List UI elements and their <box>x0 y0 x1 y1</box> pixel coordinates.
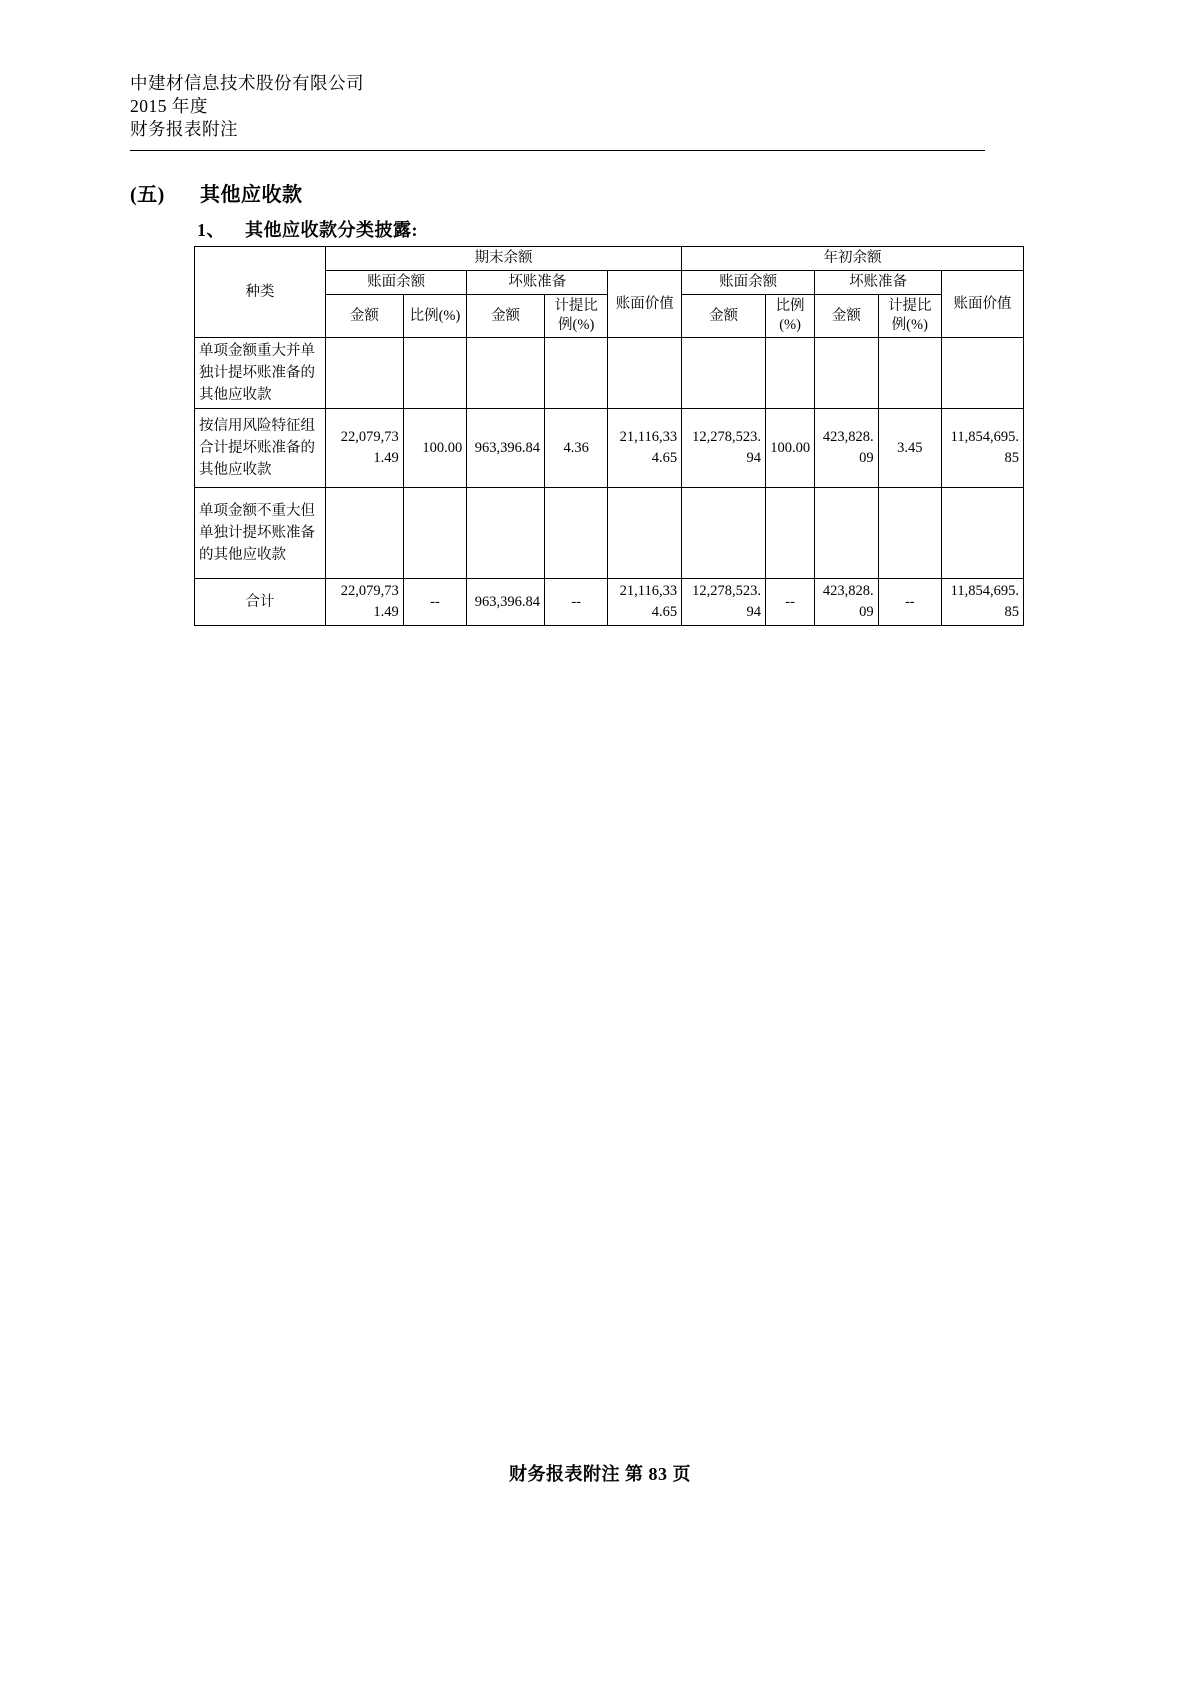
section-marker: (五) <box>130 184 165 206</box>
cell-begin-amount <box>682 488 766 579</box>
cell-end-bad-ratio <box>544 338 607 409</box>
header-period-begin: 年初余额 <box>682 247 1024 271</box>
total-begin-amount: 12,278,523.94 <box>682 579 766 626</box>
cell-begin-value: 11,854,695.85 <box>942 409 1024 488</box>
subsection-heading <box>197 216 418 242</box>
header-year: 2015 年度 <box>130 96 208 116</box>
subsection-title: 其他应收款分类披露: <box>245 220 418 240</box>
row-label: 按信用风险特征组合计提坏账准备的其他应收款 <box>195 409 326 488</box>
cell-end-value <box>608 488 682 579</box>
cell-begin-bad-ratio <box>878 338 941 409</box>
cell-begin-amount: 12,278,523.94 <box>682 409 766 488</box>
cell-end-bad-amount <box>467 488 545 579</box>
header-begin-amount: 金额 <box>682 295 766 338</box>
table-row <box>195 338 1024 409</box>
table-row <box>195 488 1024 579</box>
cell-begin-bad-ratio <box>878 488 941 579</box>
cell-end-bad-ratio <box>544 488 607 579</box>
cell-begin-bad-amount <box>815 338 878 409</box>
header-end-bad-debt: 坏账准备 <box>467 271 608 295</box>
header-begin-bad-debt: 坏账准备 <box>815 271 942 295</box>
subsection-marker: 1、 <box>197 220 225 240</box>
header-end-ratio: 比例(%) <box>403 295 466 338</box>
header-end-bad-amount: 金额 <box>467 295 545 338</box>
cell-end-ratio: 100.00 <box>403 409 466 488</box>
header-end-book-value: 账面价值 <box>608 271 682 338</box>
cell-begin-bad-amount: 423,828.09 <box>815 409 878 488</box>
row-label: 单项金额不重大但单独计提坏账准备的其他应收款 <box>195 488 326 579</box>
header-company: 中建材信息技术股份有限公司 <box>130 73 364 93</box>
header-end-book-balance: 账面余额 <box>325 271 466 295</box>
header-document: 财务报表附注 <box>130 119 238 139</box>
cell-begin-ratio <box>766 338 815 409</box>
header-begin-ratio: 比例(%) <box>766 295 815 338</box>
table-header-row-1 <box>195 247 1024 271</box>
header-begin-book-value: 账面价值 <box>942 271 1024 338</box>
cell-begin-value <box>942 338 1024 409</box>
cell-begin-bad-amount <box>815 488 878 579</box>
cell-end-amount <box>325 488 403 579</box>
section-heading <box>130 178 303 207</box>
total-end-bad-ratio: -- <box>544 579 607 626</box>
total-begin-ratio: -- <box>766 579 815 626</box>
total-end-bad-amount: 963,396.84 <box>467 579 545 626</box>
cell-begin-ratio: 100.00 <box>766 409 815 488</box>
page-header <box>130 72 985 141</box>
cell-begin-bad-ratio: 3.45 <box>878 409 941 488</box>
total-end-amount: 22,079,731.49 <box>325 579 403 626</box>
other-receivables-table-wrap <box>194 246 1024 626</box>
total-begin-bad-ratio: -- <box>878 579 941 626</box>
cell-end-amount <box>325 338 403 409</box>
cell-end-bad-amount: 963,396.84 <box>467 409 545 488</box>
other-receivables-table <box>194 246 1024 626</box>
header-divider <box>130 150 985 151</box>
cell-begin-value <box>942 488 1024 579</box>
section-title: 其他应收款 <box>200 184 303 206</box>
row-label: 单项金额重大并单独计提坏账准备的其他应收款 <box>195 338 326 409</box>
header-end-bad-ratio: 计提比例(%) <box>544 295 607 338</box>
total-begin-bad-amount: 423,828.09 <box>815 579 878 626</box>
header-begin-bad-amount: 金额 <box>815 295 878 338</box>
cell-begin-ratio <box>766 488 815 579</box>
header-end-amount: 金额 <box>325 295 403 338</box>
cell-end-value <box>608 338 682 409</box>
total-begin-value: 11,854,695.85 <box>942 579 1024 626</box>
table-total-row <box>195 579 1024 626</box>
cell-end-value: 21,116,334.65 <box>608 409 682 488</box>
page-footer: 财务报表附注 第 83 页 <box>509 1464 691 1484</box>
total-end-ratio: -- <box>403 579 466 626</box>
cell-begin-amount <box>682 338 766 409</box>
header-period-end: 期末余额 <box>325 247 681 271</box>
header-category: 种类 <box>195 247 326 338</box>
table-row <box>195 409 1024 488</box>
cell-end-ratio <box>403 488 466 579</box>
cell-end-bad-amount <box>467 338 545 409</box>
cell-end-amount: 22,079,731.49 <box>325 409 403 488</box>
cell-end-bad-ratio: 4.36 <box>544 409 607 488</box>
cell-end-ratio <box>403 338 466 409</box>
total-end-value: 21,116,334.65 <box>608 579 682 626</box>
header-begin-book-balance: 账面余额 <box>682 271 815 295</box>
total-label: 合计 <box>195 579 326 626</box>
header-begin-bad-ratio: 计提比例(%) <box>878 295 941 338</box>
